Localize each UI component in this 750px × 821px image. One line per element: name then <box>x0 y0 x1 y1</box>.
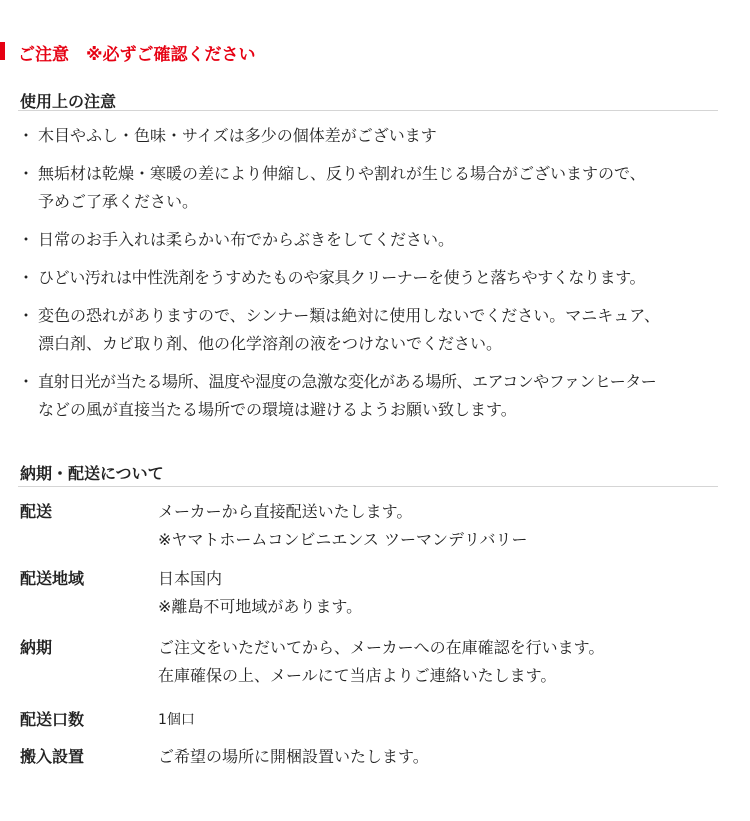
bullet: ・ <box>18 164 35 183</box>
usage-divider <box>18 110 718 111</box>
info-value: メーカーから直接配送いたします。 <box>158 502 413 521</box>
info-value: 1個口 <box>158 712 195 728</box>
info-value: ※離島不可地域があります。 <box>158 597 363 616</box>
caution-text: 無垢材は乾燥・寒暖の差により伸縮し、反りや割れが生じる場合がございますので、 <box>38 164 646 183</box>
caution-item <box>18 264 746 292</box>
caution-text: 予めご了承ください。 <box>38 192 199 211</box>
caution-text: 漂白剤、カビ取り剤、他の化学溶剤の液をつけないでください。 <box>38 334 503 353</box>
info-values <box>158 498 528 554</box>
bullet: ・ <box>18 372 35 391</box>
caution-text: 直射日光が当たる場所、温度や湿度の急激な変化がある場所、エアコンやファンヒーター <box>38 372 657 391</box>
caution-item <box>18 226 746 254</box>
info-label: 配送 <box>20 502 53 521</box>
info-label: 配送口数 <box>20 710 85 729</box>
info-label: 搬入設置 <box>20 747 85 766</box>
info-value: 在庫確保の上、メールにて当店よりご連絡いたします。 <box>158 666 557 685</box>
caution-text: 木目やふし・色味・サイズは多少の個体差がございます <box>38 126 437 145</box>
bullet: ・ <box>18 306 35 325</box>
info-value: ※ヤマトホームコンビニエンス ツーマンデリバリー <box>158 530 528 549</box>
info-values <box>158 706 195 734</box>
info-value: 日本国内 <box>158 569 223 588</box>
caution-item <box>18 368 746 424</box>
info-label: 納期 <box>20 638 53 657</box>
info-values <box>158 634 604 690</box>
caution-item <box>18 160 746 216</box>
bullet: ・ <box>18 268 35 287</box>
info-values <box>158 565 362 621</box>
notice-header <box>0 38 740 64</box>
caution-text: などの風が直接当たる場所での環境は避けるようお願い致します。 <box>38 400 517 419</box>
usage-heading: 使用上の注意 <box>20 92 117 111</box>
info-values <box>158 743 429 771</box>
info-label: 配送地域 <box>20 569 85 588</box>
caution-item <box>18 122 746 150</box>
caution-text: ひどい汚れは中性洗剤をうすめたものや家具クリーナーを使うと落ちやすくなります。 <box>38 268 646 287</box>
caution-text: 変色の恐れがありますので、シンナー類は絶対に使用しないでください。マニキュア、 <box>38 306 661 325</box>
caution-text: 日常のお手入れは柔らかい布でからぶきをしてください。 <box>38 230 455 249</box>
bullet: ・ <box>18 230 35 249</box>
notice-title: ご注意 ※必ずご確認ください <box>18 45 256 65</box>
info-value: ご注文をいただいてから、メーカーへの在庫確認を行います。 <box>158 638 605 657</box>
notice-accent-bar <box>0 42 5 60</box>
caution-list <box>18 122 746 434</box>
delivery-divider <box>18 486 718 487</box>
info-value: ご希望の場所に開梱設置いたします。 <box>158 747 429 766</box>
caution-item <box>18 302 746 358</box>
delivery-heading: 納期・配送について <box>20 464 164 483</box>
bullet: ・ <box>18 126 35 145</box>
